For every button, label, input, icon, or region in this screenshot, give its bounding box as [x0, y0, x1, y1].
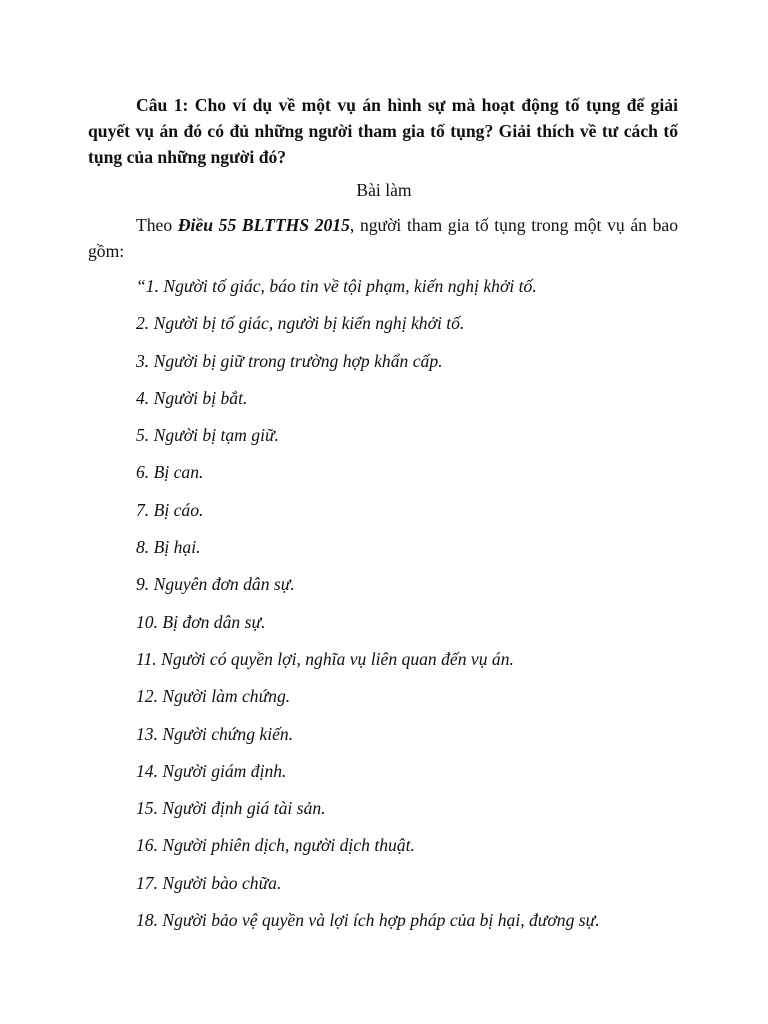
- list-item: 7. Bị cáo.: [136, 499, 204, 520]
- list-item: 11. Người có quyền lợi, nghĩa vụ liên quan đến vụ án.: [136, 648, 514, 669]
- list-item: 4. Người bị bắt.: [136, 387, 248, 408]
- intro-text-after: , người tham gia tố tụng trong một vụ án bao gồm:: [88, 215, 678, 261]
- list-item: 17. Người bào chữa.: [136, 872, 282, 893]
- list-item: 2. Người bị tố giác, người bị kiến nghị khởi tố.: [136, 313, 465, 334]
- intro-text-before: Theo: [136, 215, 178, 235]
- list-item: 16. Người phiên dịch, người dịch thuật.: [136, 835, 415, 856]
- list-item: 6. Bị can.: [136, 462, 204, 483]
- list-item: “1. Người tố giác, báo tin về tội phạm, kiến nghị khởi tố.: [136, 276, 537, 296]
- participants-list: [136, 273, 696, 944]
- list-item: 5. Người bị tạm giữ.: [136, 425, 279, 446]
- intro-paragraph: [88, 212, 678, 264]
- question-text: Câu 1: Cho ví dụ về một vụ án hình sự mà hoạt động tố tụng để giải quyết vụ án đó có đủ những người tham gia tố tụng? Giải thích về tư cách tố tụng của những người đó?: [88, 95, 678, 167]
- list-item: 15. Người định giá tài sản.: [136, 798, 326, 819]
- list-item: 18. Người bảo vệ quyền và lợi ích hợp pháp của bị hại, đương sự.: [136, 910, 600, 931]
- law-reference: Điều 55 BLTTHS 2015: [177, 215, 350, 235]
- list-item: 12. Người làm chứng.: [136, 686, 291, 707]
- list-item: 9. Nguyên đơn dân sự.: [136, 574, 295, 595]
- list-item: 3. Người bị giữ trong trường hợp khẩn cấp.: [136, 350, 443, 371]
- list-item: 10. Bị đơn dân sự.: [136, 611, 266, 632]
- list-item: 8. Bị hại.: [136, 537, 201, 558]
- list-item: 13. Người chứng kiến.: [136, 723, 294, 744]
- list-item: 14. Người giám định.: [136, 760, 287, 781]
- answer-heading: Bài làm: [356, 180, 412, 200]
